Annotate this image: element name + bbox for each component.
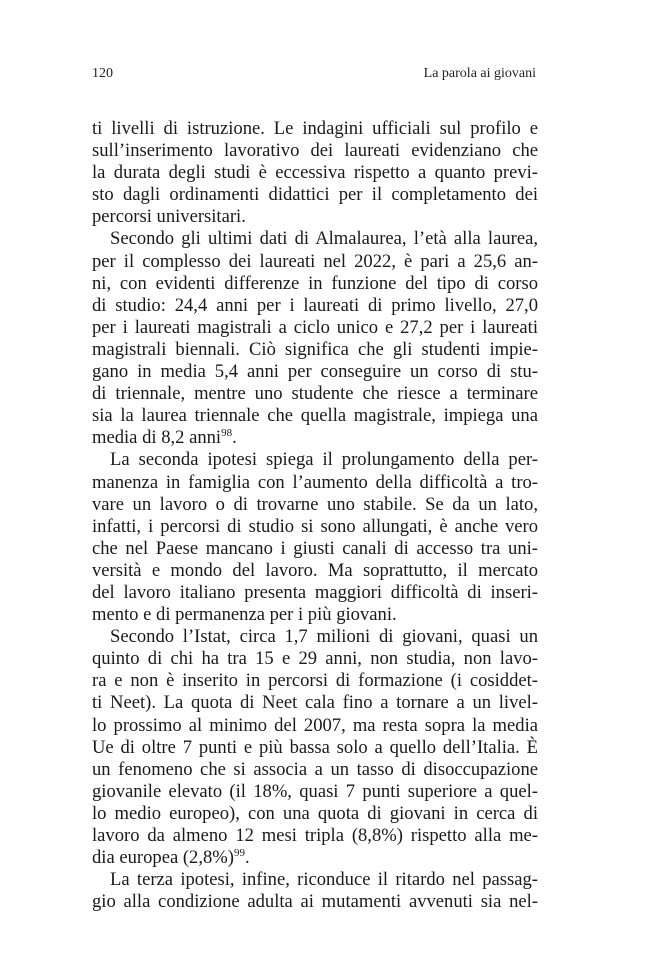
text-line: La terza ipotesi, infine, riconduce il ritardo nel passag- <box>110 869 538 891</box>
text-line: di studio: 24,4 anni per i laureati di primo livello, 27,0 <box>92 294 538 316</box>
paragraph <box>92 449 538 626</box>
text-line: gano in media 5,4 anni per conseguire un corso di stu- <box>92 361 538 383</box>
text-line: Secondo l’Istat, circa 1,7 milioni di giovani, quasi un <box>110 626 538 648</box>
text-line: gio alla condizione adulta ai mutamenti avvenuti sia nel- <box>92 891 538 913</box>
text-line: lavoro da almeno 12 mesi tripla (8,8%) rispetto alla me- <box>92 825 538 846</box>
text-line: infatti, i percorsi di studio si sono allungati, è anche vero <box>92 515 538 537</box>
body-text <box>92 118 538 913</box>
page-number: 120 <box>92 66 113 81</box>
text-line: lo medio europeo), con una quota di giovani in cerca di <box>92 802 538 824</box>
text-line: giovanile elevato (il 18%, quasi 7 punti superiore a quel- <box>92 780 538 802</box>
text-line: ti livelli di istruzione. Le indagini ufficiali sul profilo e <box>92 118 538 139</box>
text-line: sto dagli ordinamenti didattici per il completamento dei <box>92 184 538 206</box>
text-line: media di 8,2 anni$^{98}$. <box>92 427 237 449</box>
text-line: lo prossimo al minimo del 2007, ma resta sopra la media <box>92 714 538 736</box>
text-line: magistrali biennali. Ciò significa che gli studenti impie- <box>92 338 538 360</box>
text-line: versità e mondo del lavoro. Ma soprattutto, il mercato <box>92 559 538 581</box>
running-title: La parola ai giovani <box>423 66 536 81</box>
text-line: vare un lavoro o di trovarne uno stabile. Se da un lato, <box>92 493 538 515</box>
text-line: ni, con evidenti differenze in funzione del tipo di corso <box>92 272 538 294</box>
text-line: sull’inserimento lavorativo dei laureati evidenziano che <box>92 140 538 162</box>
text-line: Ue di oltre 7 punti e più bassa solo a quello dell’Italia. È <box>92 736 538 758</box>
text-line: sia la laurea triennale che quella magistrale, impiega una <box>92 405 538 427</box>
paragraph <box>92 228 538 449</box>
text-line: per i laureati magistrali a ciclo unico e 27,2 per i laureati <box>92 316 538 338</box>
text-line: mento e di permanenza per i più giovani. <box>92 604 397 626</box>
paragraph <box>92 118 538 228</box>
text-line: dia europea $(2,8\%)^{99}$. <box>92 846 250 869</box>
text-line: manenza in famiglia con l’aumento della difficoltà a tro- <box>92 471 538 493</box>
text-line: ra e non è inserito in percorsi di formazione (i cosiddet- <box>92 670 538 692</box>
text-line: quinto di chi ha tra 15 e 29 anni, non studia, non lavo- <box>92 648 538 670</box>
footnote-reference[interactable]: 99 <box>233 846 245 859</box>
text-line: che nel Paese mancano i giusti canali di accesso tra uni- <box>92 537 538 559</box>
text-line: la durata degli studi è eccessiva rispetto a quanto previ- <box>92 162 538 184</box>
footnote-reference[interactable]: 98 <box>221 427 233 440</box>
paragraph <box>92 869 538 913</box>
text-line: per il complesso dei laureati nel 2022, è pari a 25,6 an- <box>92 250 538 272</box>
text-line: La seconda ipotesi spiega il prolungamento della per- <box>110 449 538 471</box>
text-line: di triennale, mentre uno studente che riesce a terminare <box>92 383 538 405</box>
text-line: ti Neet). La quota di Neet cala fino a tornare a un livel- <box>92 692 538 714</box>
text-line: del lavoro italiano presenta maggiori difficoltà di inseri- <box>92 581 538 603</box>
text-line: percorsi universitari. <box>92 206 246 228</box>
paragraph <box>92 626 538 869</box>
text-line: un fenomeno che si associa a un tasso di disoccupazione <box>92 758 538 780</box>
text-line: Secondo gli ultimi dati di Almalaurea, l’età alla laurea, <box>110 228 538 250</box>
